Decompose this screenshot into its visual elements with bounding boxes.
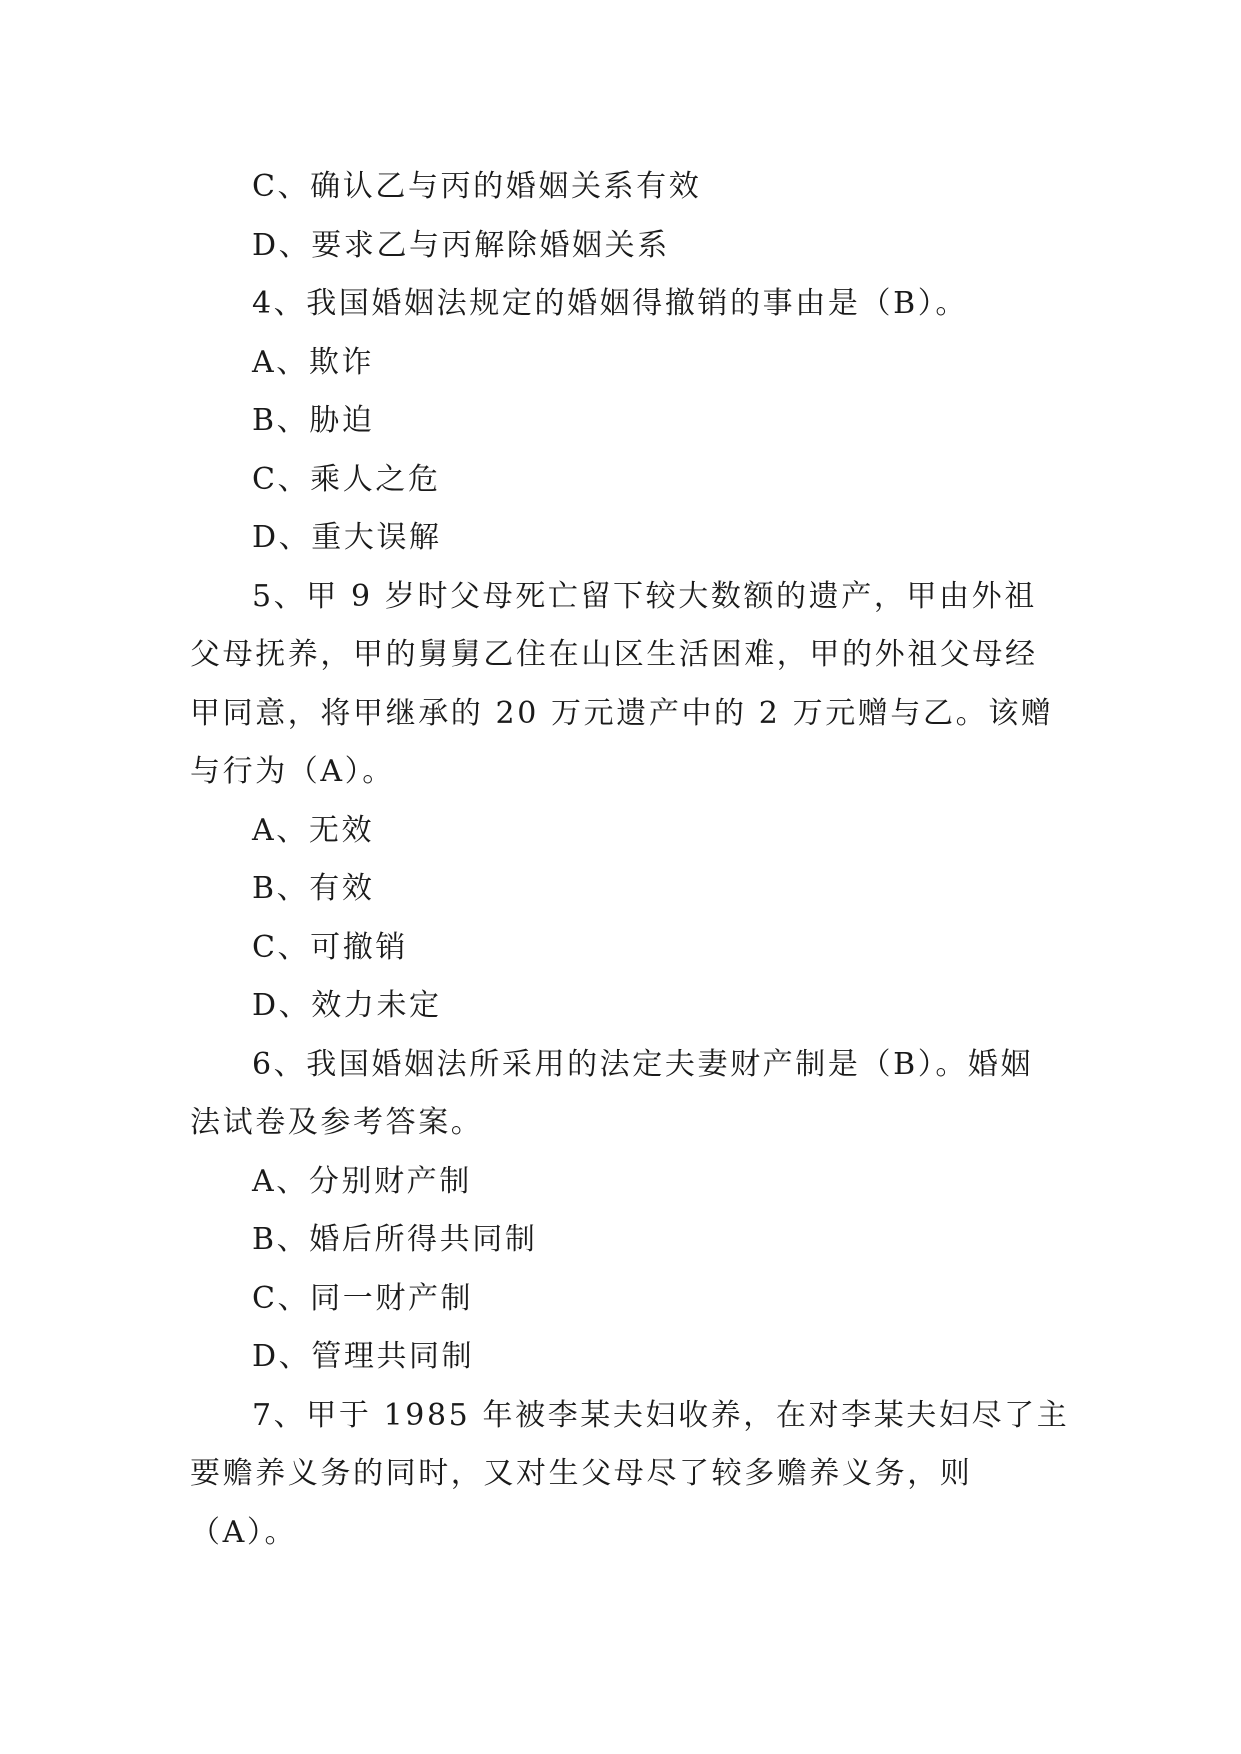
- q4-option-d: D、重大误解: [252, 520, 442, 555]
- q4-option-b: B、胁迫: [252, 403, 375, 438]
- q6-option-c: C、同一财产制: [252, 1280, 474, 1316]
- q5-option-c: C、可撤销: [252, 929, 408, 965]
- q4-stem: 4、我国婚姻法规定的婚姻得撤销的事由是（B）。: [252, 286, 968, 321]
- q6-stem-line-2: 法试卷及参考答案。: [190, 1105, 484, 1140]
- q4-option-a: A、欺诈: [252, 344, 375, 380]
- q6-stem-line-1: 6、我国婚姻法所采用的法定夫妻财产制是（B）。婚姻: [252, 1046, 1034, 1082]
- q6-option-b: B、婚后所得共同制: [252, 1222, 538, 1257]
- q5-stem-line-4: 与行为（A）。: [190, 754, 395, 789]
- q7-stem-line-2: 要赡养义务的同时，又对生父母尽了较多赡养义务，则: [190, 1456, 973, 1491]
- q6-option-d: D、管理共同制: [252, 1339, 475, 1374]
- q7-stem-line-3: （A）。: [190, 1514, 298, 1550]
- q3-option-d: D、要求乙与丙解除婚姻关系: [252, 227, 670, 263]
- q5-option-a: A、无效: [252, 812, 375, 848]
- q5-option-b: B、有效: [252, 871, 375, 906]
- q5-option-d: D、效力未定: [252, 988, 442, 1023]
- q6-option-a: A、分别财产制: [252, 1163, 472, 1199]
- q7-stem-line-1: 7、甲于 1985 年被李某夫妇收养，在对李某夫妇尽了主: [252, 1397, 1070, 1433]
- q5-stem-line-1: 5、甲 9 岁时父母死亡留下较大数额的遗产，甲由外祖: [252, 578, 1037, 614]
- document-body: [190, 158, 1070, 1562]
- q4-option-c: C、乘人之危: [252, 461, 441, 497]
- q3-option-c: C、确认乙与丙的婚姻关系有效: [252, 169, 702, 204]
- q5-stem-line-2: 父母抚养，甲的舅舅乙住在山区生活困难，甲的外祖父母经: [190, 637, 1038, 672]
- q5-stem-line-3: 甲同意，将甲继承的 20 万元遗产中的 2 万元赠与乙。该赠: [190, 695, 1054, 731]
